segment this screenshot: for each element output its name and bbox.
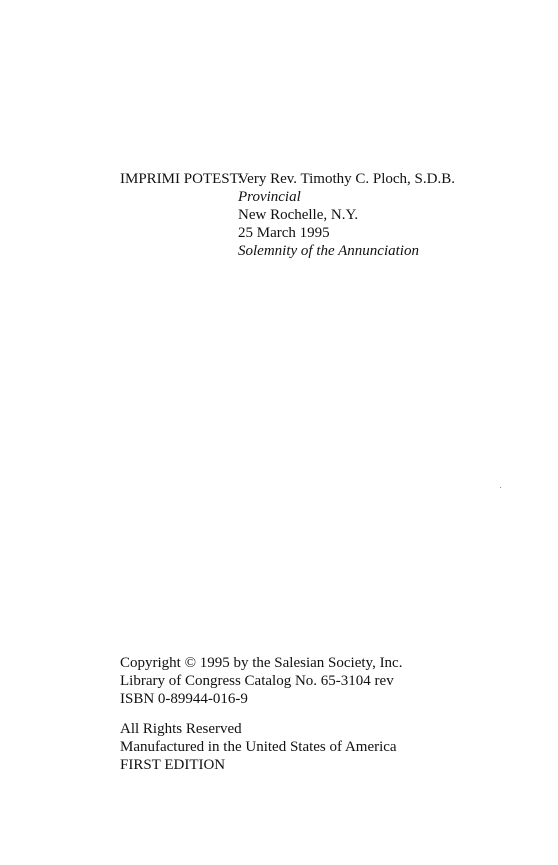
approval-date: 25 March 1995 (238, 225, 330, 241)
copyright-block (120, 654, 402, 774)
page-speck (500, 487, 501, 488)
library-of-congress-number: Library of Congress Catalog No. 65-3104 rev (120, 673, 394, 689)
copyright-notice: Copyright © 1995 by the Salesian Society, Inc. (120, 655, 403, 671)
approval-occasion: Solemnity of the Annunciation (238, 243, 419, 259)
manufactured-statement: Manufactured in the United States of America (120, 739, 397, 755)
imprimi-potest-label: IMPRIMI POTEST: (120, 171, 243, 187)
rights-statement: All Rights Reserved (120, 721, 242, 737)
approval-place: New Rochelle, N.Y. (238, 207, 359, 223)
edition-statement: FIRST EDITION (120, 757, 226, 773)
approver-name: Very Rev. Timothy C. Ploch, S.D.B. (238, 171, 455, 187)
approver-title: Provincial (238, 189, 301, 205)
imprimi-potest-details (238, 170, 455, 260)
isbn: ISBN 0-89944-016-9 (120, 691, 248, 707)
imprimi-potest-block (120, 170, 455, 260)
spacer (120, 708, 402, 720)
